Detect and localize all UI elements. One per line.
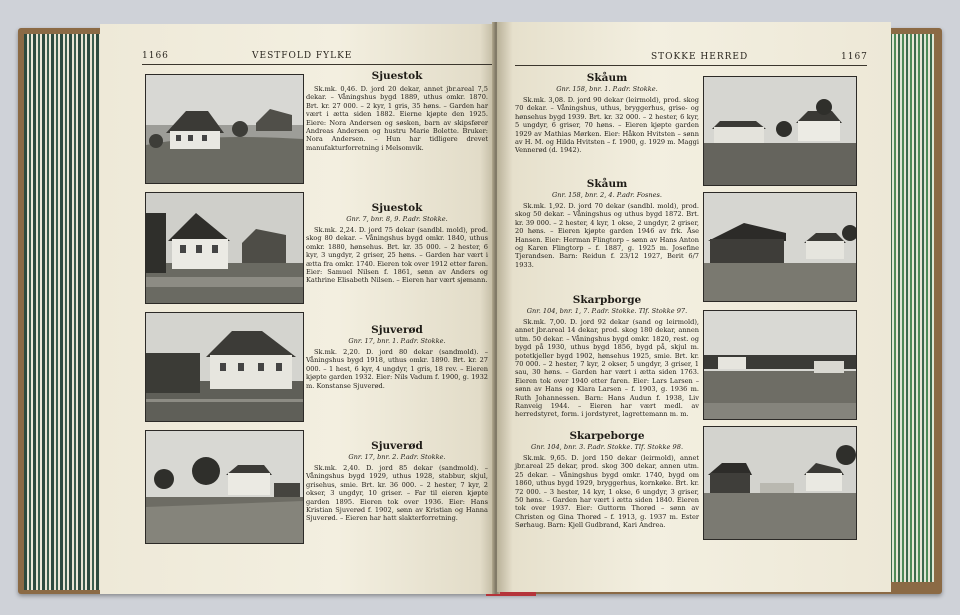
- right-page: [497, 22, 891, 592]
- page-number: 1167: [841, 52, 868, 62]
- entry-title: Skarpeborge: [569, 430, 645, 442]
- farm-photo: [703, 76, 857, 186]
- farm-entry: [515, 294, 699, 419]
- entry-body: Sk.mk. 7,00. D. jord 92 dekar (sand og leirmold), annet jbr.areal 14 dekar, prod. skog 180 dekar, annen utm. 50 dekar. – Våningshus bygd omkr. 1820, rest. og bygd på 1930, uthus bygd 1856, bygd på, skjul m. potetkjeller bygd 1902, hønsehus 1925, smie. Brt. kr. 70 000. – 2 hester, 7 kyr, 2 okser, 5 ungdyr, 3 griser, 1 sau, 30 høns. – Garden har vært i ætta siden 1763. Eieren tok over 1940 etter faren. Eier: Lars Larsen – sønn av Hans og Klara Larsen – f. 1903, g. 1936 m. Ruth Johannessen. Barn: Hans Audun f. 1938, Liv Ranveig 1944. – Eieren har vært medl. av herredstyret, form. i jordstyret, lagrettemann m. m.: [515, 318, 699, 419]
- entry-body: Sk.mk. 2,40. D. jord 85 dekar (sandmold). – Våningshus bygd 1929, uthus 1928, stabbur, skjul, grisehus, smie. Brt. kr. 36 000. – 2 hester, 7 kyr, 2 okser, 3 ungdyr, 10 griser. – Far til eieren kjøpte garden 1895. Eieren tok over 1936. Eier: Hans Kristian Sjuverød f. 1902, sønn av Kristian og Hanna Sjuverød. – Eieren har hatt slakterforretning.: [306, 464, 488, 523]
- farm-entry: [515, 430, 699, 530]
- header-rule: [142, 64, 492, 65]
- entry-subtitle: Gnr. 104, bnr. 3. P.adr. Stokke. Tlf. Stokke 98.: [530, 443, 684, 451]
- entry-title: Sjuverød: [371, 440, 423, 452]
- entry-subtitle: Gnr. 17, bnr. 2. P.adr. Stokke.: [348, 453, 446, 461]
- farm-entry: [306, 70, 488, 152]
- farm-photo: [703, 426, 857, 540]
- farm-photo: [703, 192, 857, 302]
- entry-title: Skåum: [586, 72, 628, 84]
- page-number: 1166: [142, 51, 169, 61]
- entry-body: Sk.mk. 3,08. D. jord 90 dekar (leirmold), prod. skog 70 dekar. – Våningshus, uthus, bryggerhus, grise- og hønsehus bygd 1939. Brt. kr. 32 000. – 2 hester, 6 kyr, 5 ungdyr, 6 griser, 70 høns. – Eieren kjøpte garden 1929 av Mathias Mørken. Eier: Håkon Hvitsten – sønn av H. M. og Hilda Hvitsten – f. 1900, g. 1929 m. Maggi Vennerød (d. 1942).: [515, 96, 699, 155]
- entry-title: Skåum: [586, 178, 628, 190]
- farm-photo: [145, 430, 304, 544]
- farm-entry: [515, 178, 699, 269]
- entry-body: Sk.mk. 9,65. D. jord 150 dekar (leirmold), annet jbr.areal 25 dekar, prod. skog 300 dekar, annen utm. 25 dekar. – Våningshus bygd omkr. 1740, bygd om 1860, uthus bygd 1929, bryggerhus, kornkøke. Brt. kr. 72 000. – 3 hester, 14 kyr, 1 okse, 6 ungdyr, 3 griser, 50 høns. – Garden har vært i ætta siden 1840. Eieren tok over 1937. Eier: Guttorm Thorød – sønn av Christen og Gina Thorød – f. 1913, g. 1937 m. Ester Sørhaug. Barn: Kjell Gudbrand, Kari Andrea.: [515, 454, 699, 530]
- entry-subtitle: Gnr. 7, bnr. 8, 9. P.adr. Stokke.: [346, 215, 448, 223]
- entry-body: Sk.mk. 1,92. D. jord 70 dekar (sandbl. mold), prod. skog 50 dekar. – Våningshus og uthus bygd 1872. Brt. kr. 39 000. – 2 hester, 4 kyr, 1 okse, 2 ungdyr, 2 griser, 20 høns. – Eieren kjøpte garden 1946 av frk. Åse Hansen. Eier: Herman Flingtorp – sønn av Hans Anton og Karen Flingtorp – f. 1887, g. 1925 m. Josefine Tjerandsen. Barn: Reidun f. 23/12 1927, Berit 6/7 1933.: [515, 202, 699, 269]
- entry-body: Sk.mk. 0,46. D. jord 20 dekar, annet jbr.areal 7,5 dekar. – Våningshus bygd 1889, uthus omkr. 1870. Brt. kr. 27 000. – 2 kyr, 1 gris, 35 høns. – Garden har vært i ætta siden 1882. Eierne kjøpte den 1925. Eiere: Nora Andersen og søsken, barn av skipsfører Andreas Andersen og hustru Marie Bolette. Bruker: Nora Andersen. – Hun har tidligere drevet manufakturforretning i Melsomvik.: [306, 85, 488, 152]
- entry-subtitle: Gnr. 158, bnr. 1. P.adr. Stokke.: [556, 85, 658, 93]
- farm-photo: [145, 312, 304, 422]
- left-page-edges: [24, 34, 100, 590]
- farm-entry: [306, 440, 488, 523]
- entry-title: Sjuverød: [371, 324, 423, 336]
- farm-photo: [145, 192, 304, 304]
- farm-entry: [306, 324, 488, 390]
- farm-photo: [145, 74, 304, 184]
- left-page: [100, 24, 496, 594]
- entry-body: Sk.mk. 2,24. D. jord 75 dekar (sandbl. mold), prod. skog 80 dekar. – Våningshus bygd omkr. 1840, uthus omkr. 1880, hønsehus. Brt. kr. 35 000. – 2 hester, 6 kyr, 3 ungdyr, 2 griser, 25 høns. – Garden har vært i ætta fra omkr. 1740. Eieren tok over 1912 etter faren. Eier: Samuel Nilsen f. 1861, sønn av Anders og Kathrine Elisabeth Nilsen. – Eieren har vært sjømann.: [306, 226, 488, 285]
- right-page-edges: [888, 34, 934, 582]
- entry-title: Sjuestok: [371, 202, 423, 214]
- entry-subtitle: Gnr. 17, bnr. 1. P.adr. Stokke.: [348, 337, 446, 345]
- running-head: STOKKE HERRED: [651, 52, 749, 62]
- entry-subtitle: Gnr. 158, bnr. 2, 4. P.adr. Fosnes.: [552, 191, 662, 199]
- entry-title: Sjuestok: [371, 70, 423, 82]
- entry-subtitle: Gnr. 104, bnr. 1, 7. P.adr. Stokke. Tlf. Stokke 97.: [526, 307, 688, 315]
- running-head: VESTFOLD FYLKE: [252, 51, 353, 61]
- header-rule: [515, 65, 867, 66]
- farm-entry: [306, 202, 488, 285]
- farm-photo: [703, 310, 857, 420]
- entry-title: Skarpborge: [572, 294, 642, 306]
- farm-entry: [515, 72, 699, 155]
- entry-body: Sk.mk. 2,20. D. jord 80 dekar (sandmold). – Våningshus bygd 1918, uthus omkr. 1890. Brt. kr. 27 000. – 1 hest, 6 kyr, 4 ungdyr, 1 gris, 18 rev. – Eieren kjøpte garden 1932. Eier: Nils Vadum f. 1900, g. 1932 m. Konstanse Sjuverød.: [306, 348, 488, 390]
